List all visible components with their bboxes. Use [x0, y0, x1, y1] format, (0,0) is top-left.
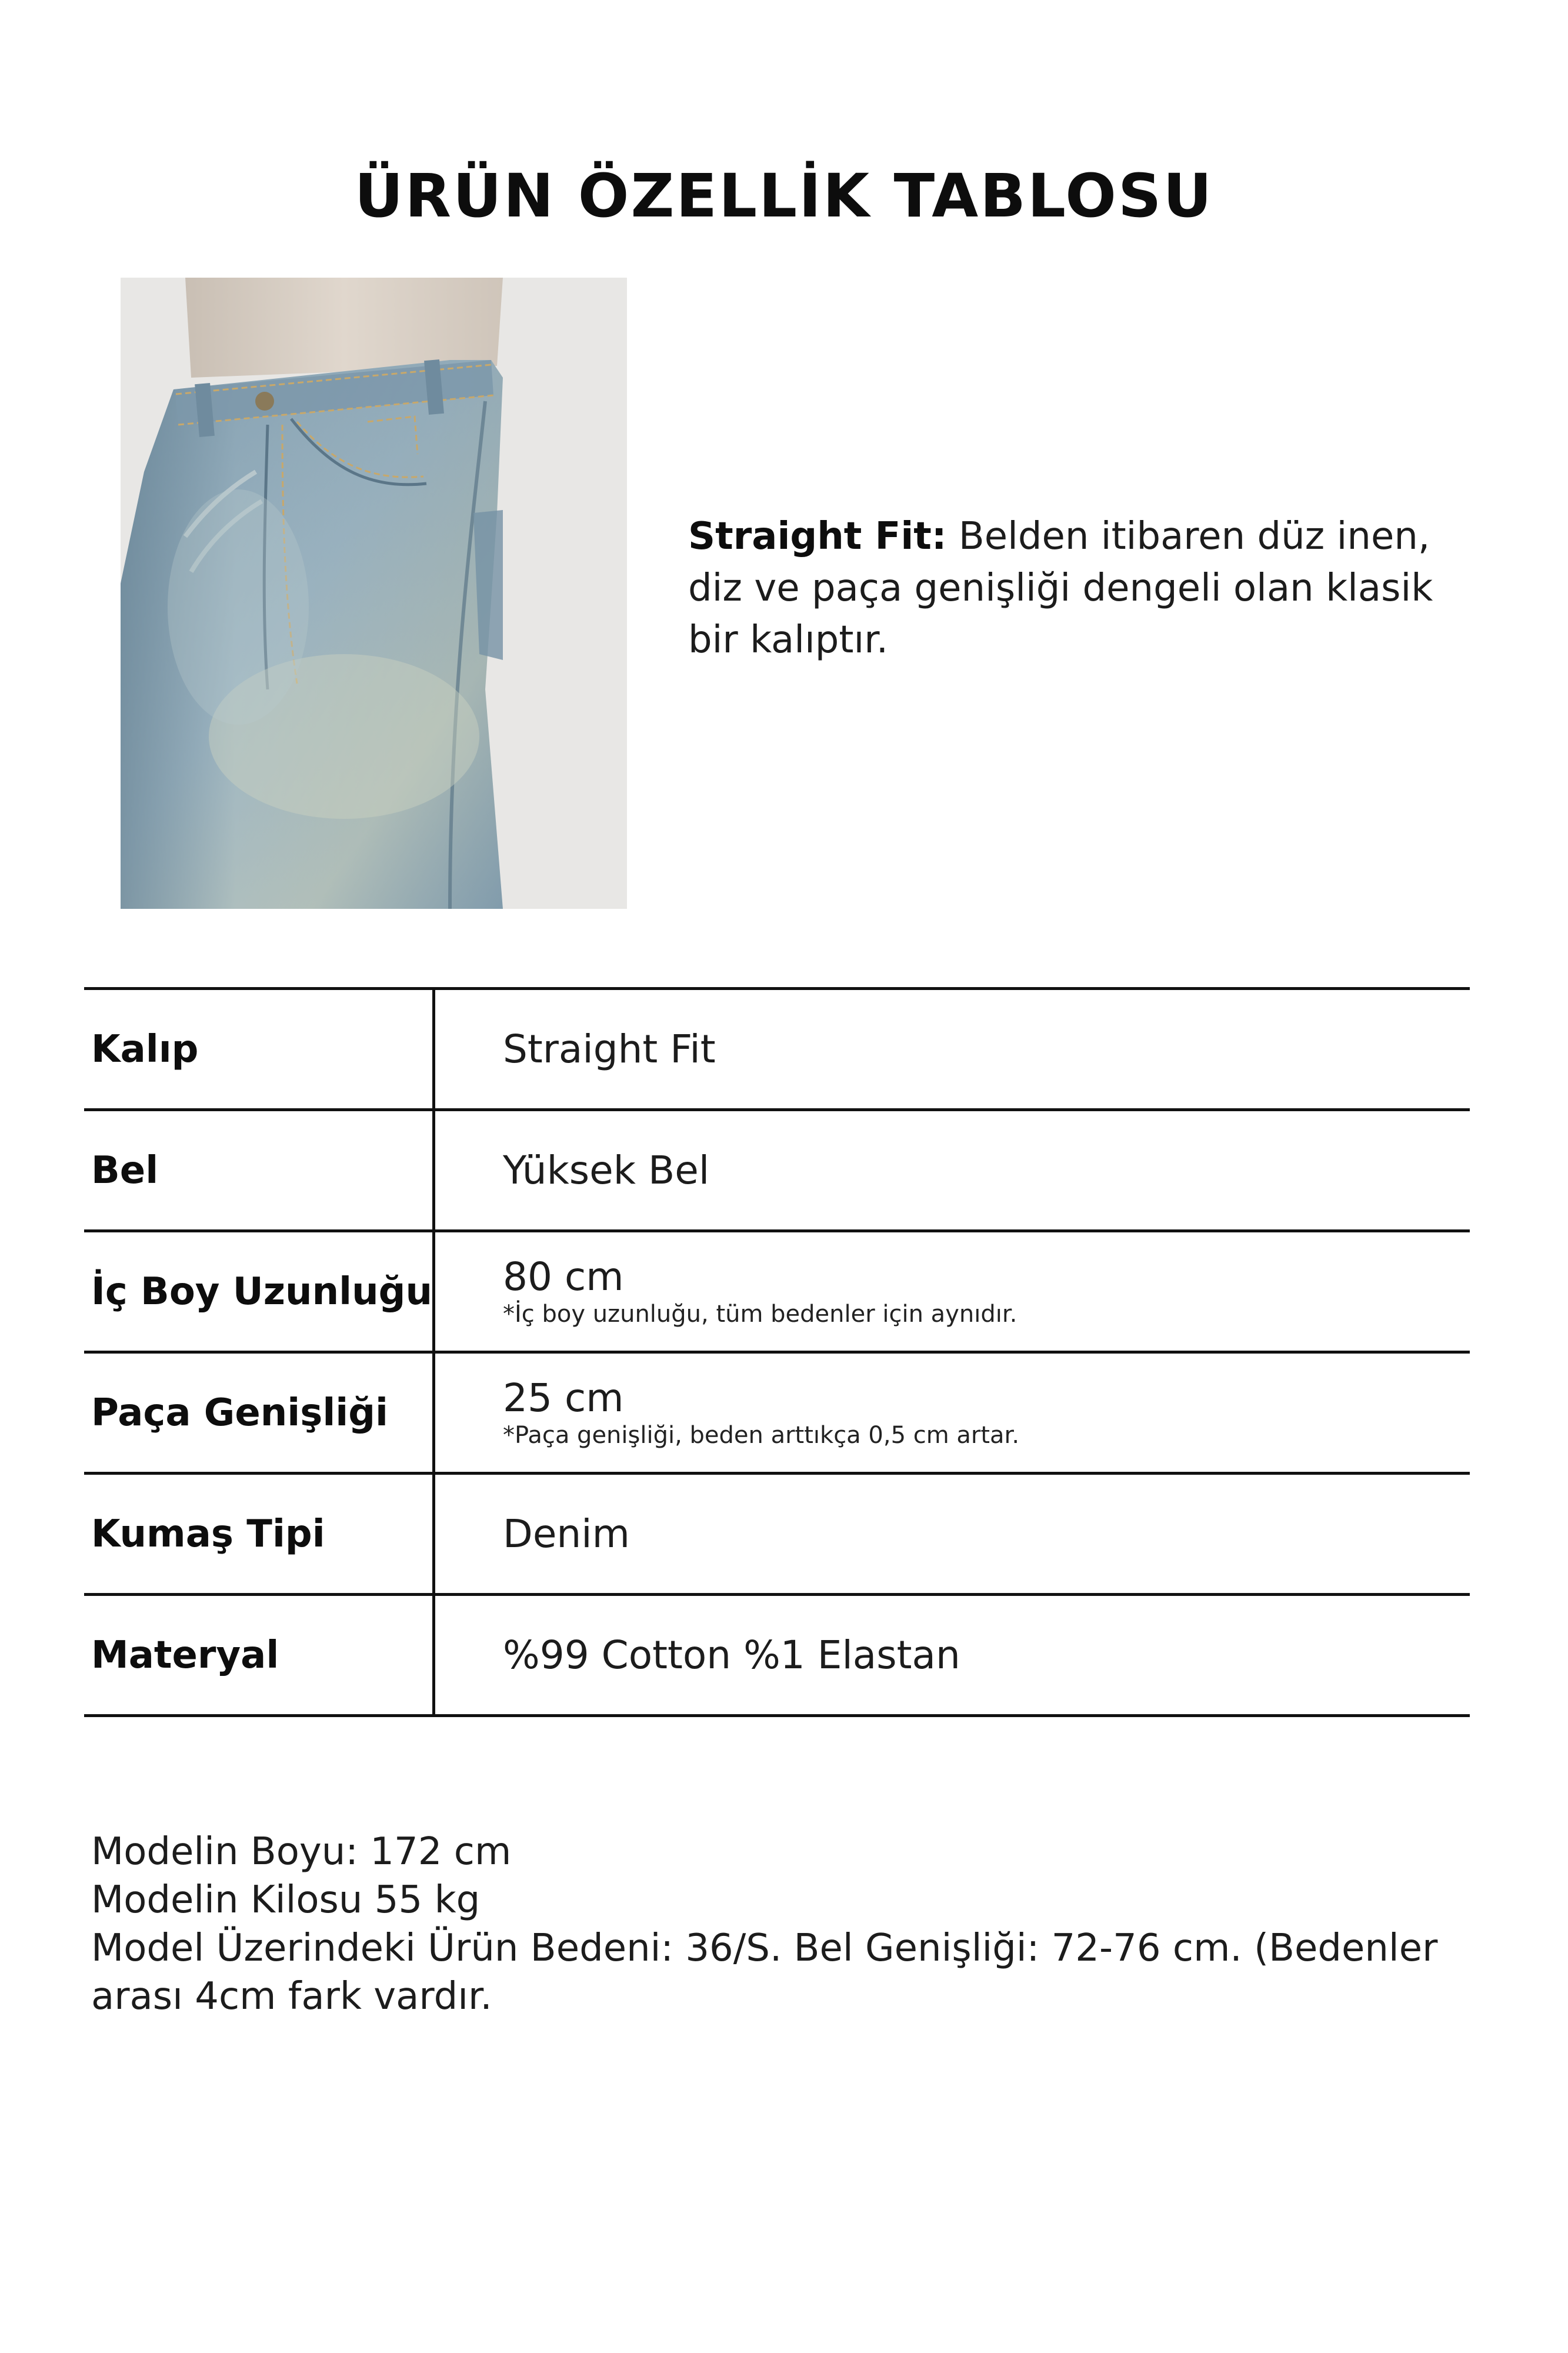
- column-divider: [432, 1596, 435, 1717]
- spec-row-kumas: [84, 1475, 1470, 1596]
- column-divider: [432, 990, 435, 1111]
- jeans-photo-icon: [121, 278, 627, 909]
- spec-row-bel: [84, 1111, 1470, 1232]
- spec-value: Denim: [503, 1511, 630, 1557]
- column-divider: [432, 1111, 435, 1232]
- spec-row-materyal: [84, 1596, 1470, 1717]
- spec-table: [84, 987, 1470, 1717]
- spec-value-cell: [503, 990, 716, 1108]
- spec-row-kalip: [84, 990, 1470, 1111]
- column-divider: [432, 1354, 435, 1475]
- spec-value-cell: [503, 1232, 1017, 1351]
- page-title: ÜRÜN ÖZELLİK TABLOSU: [354, 161, 1214, 231]
- model-height: Modelin Boyu: 172 cm: [91, 1830, 512, 1874]
- spec-value-cell: [503, 1475, 630, 1593]
- spec-label: Bel: [91, 1148, 159, 1192]
- spec-value: Straight Fit: [503, 1026, 716, 1072]
- spec-value: %99 Cotton %1 Elastan: [503, 1632, 960, 1678]
- spec-label: Paça Genişliği: [91, 1391, 388, 1435]
- model-size: Model Üzerindeki Ürün Bedeni: 36/S. Bel Genişliği: 72-76 cm. (Bedenler arası 4cm fark vardır.: [91, 1927, 1438, 2018]
- spec-label: Kalıp: [91, 1027, 199, 1071]
- spec-row-paca: [84, 1354, 1470, 1475]
- spec-value-cell: [503, 1596, 960, 1714]
- spec-value-cell: [503, 1111, 709, 1229]
- spec-label: Kumaş Tipi: [91, 1512, 325, 1556]
- fit-name: Straight Fit:: [688, 515, 947, 558]
- spec-row-ic-boy: [84, 1232, 1470, 1354]
- spec-value: 25 cm: [503, 1375, 624, 1421]
- spec-note: *Paça genişliği, beden arttıkça 0,5 cm artar.: [503, 1422, 1020, 1449]
- model-weight: Modelin Kilosu 55 kg: [91, 1878, 481, 1922]
- spec-value-cell: [503, 1354, 1019, 1472]
- fit-text: Belden itibaren düz inen, diz ve paça genişliği dengeli olan klasik bir kalıptır.: [688, 515, 1433, 662]
- spec-value: Yüksek Bel: [503, 1147, 710, 1193]
- spec-note: *İç boy uzunluğu, tüm bedenler için aynıdır.: [503, 1301, 1017, 1328]
- spec-label: Materyal: [91, 1633, 279, 1677]
- column-divider: [432, 1232, 435, 1354]
- spec-value: 80 cm: [503, 1254, 624, 1299]
- fit-description: [688, 511, 1470, 666]
- model-info: [91, 1828, 1491, 2021]
- spec-label: İç Boy Uzunluğu: [91, 1269, 432, 1314]
- column-divider: [432, 1475, 435, 1596]
